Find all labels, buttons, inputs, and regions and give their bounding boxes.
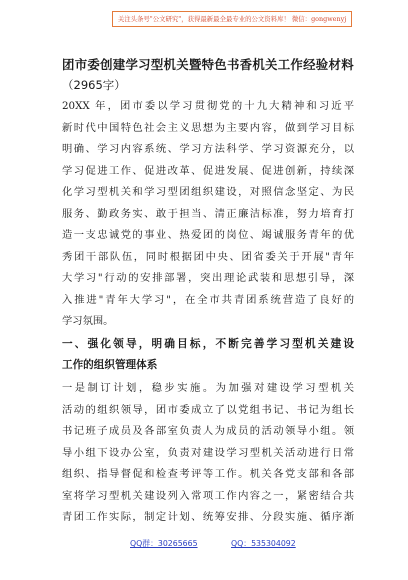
heading-line: 工作的组织管理体系 <box>62 359 158 371</box>
text-line: 秀团干部队伍，同时根据团中央、团省委关于开展"青年 <box>62 250 354 263</box>
text-line: 室将学习型机关建设列入常项工作内容之一，紧密结合共 <box>62 489 354 502</box>
section-heading <box>62 334 354 376</box>
text-line: 新时代中国特色社会主义思想为主要内容，做到学习目标 <box>62 121 354 134</box>
qq-contact-link[interactable]: QQ：535304092 <box>231 539 296 548</box>
text-line: 学习氛围。 <box>62 315 114 327</box>
heading-line: 一、强化领导，明确目标，不断完善学习型机关建设 <box>62 338 354 350</box>
text-line: 学习促进工作、促进改革、促进发展、促进创新，持续深 <box>62 164 354 177</box>
text-line: 导小组下设办公室，负责对建设学习型机关活动进行日常 <box>62 446 354 459</box>
text-line: 活动的组织领导，团市委成立了以党组书记、书记为组长 <box>62 403 354 416</box>
text-line: 一是制订计划，稳步实施。为加强对建设学习型机关 <box>62 382 354 394</box>
text-line: 青团工作实际，制定计划、统筹安排、分段实施、循序渐 <box>62 511 354 523</box>
text-line: 服务、勤政务实、敢于担当、清正廉洁标准，努力培育打 <box>62 207 354 220</box>
text-line: 大学习"行动的安排部署，突出理论武装和思想引导，深 <box>62 272 354 284</box>
text-line: 入推进"青年大学习"，在全市共青团系统营造了良好的 <box>62 293 354 306</box>
text-line: 造一支忠诚党的事业、热爱团的岗位、竭诚服务青年的优 <box>62 229 354 241</box>
paragraph-section-1 <box>62 378 354 529</box>
text-line: 化学习型机关和学习型团组织建设，对照信念坚定、为民 <box>62 186 354 198</box>
text-line: 组织、指导督促和检查考评等工作。机关各党支部和各部 <box>62 468 354 480</box>
word-count: （2965字） <box>62 78 126 92</box>
document-title: 团市委创建学习型机关暨特色书香机关工作经验材料 <box>62 57 354 72</box>
text-line: 20XX 年，团市委以学习贯彻党的十九大精神和习近平 <box>62 100 354 112</box>
text-line: 书记班子成员及各部室负责人为成员的活动领导小组。领 <box>62 425 354 437</box>
qq-group-link[interactable]: QQ群：30265665 <box>130 539 198 548</box>
promo-banner: 关注头条号"公文研究"，获得最新最全最专业的公文资料库！ 微信：gongwenyj <box>112 11 352 27</box>
paragraph-intro <box>62 96 354 333</box>
text-line: 明确、学习内容系统、学习方法科学、学习资源充分，以 <box>62 143 354 155</box>
